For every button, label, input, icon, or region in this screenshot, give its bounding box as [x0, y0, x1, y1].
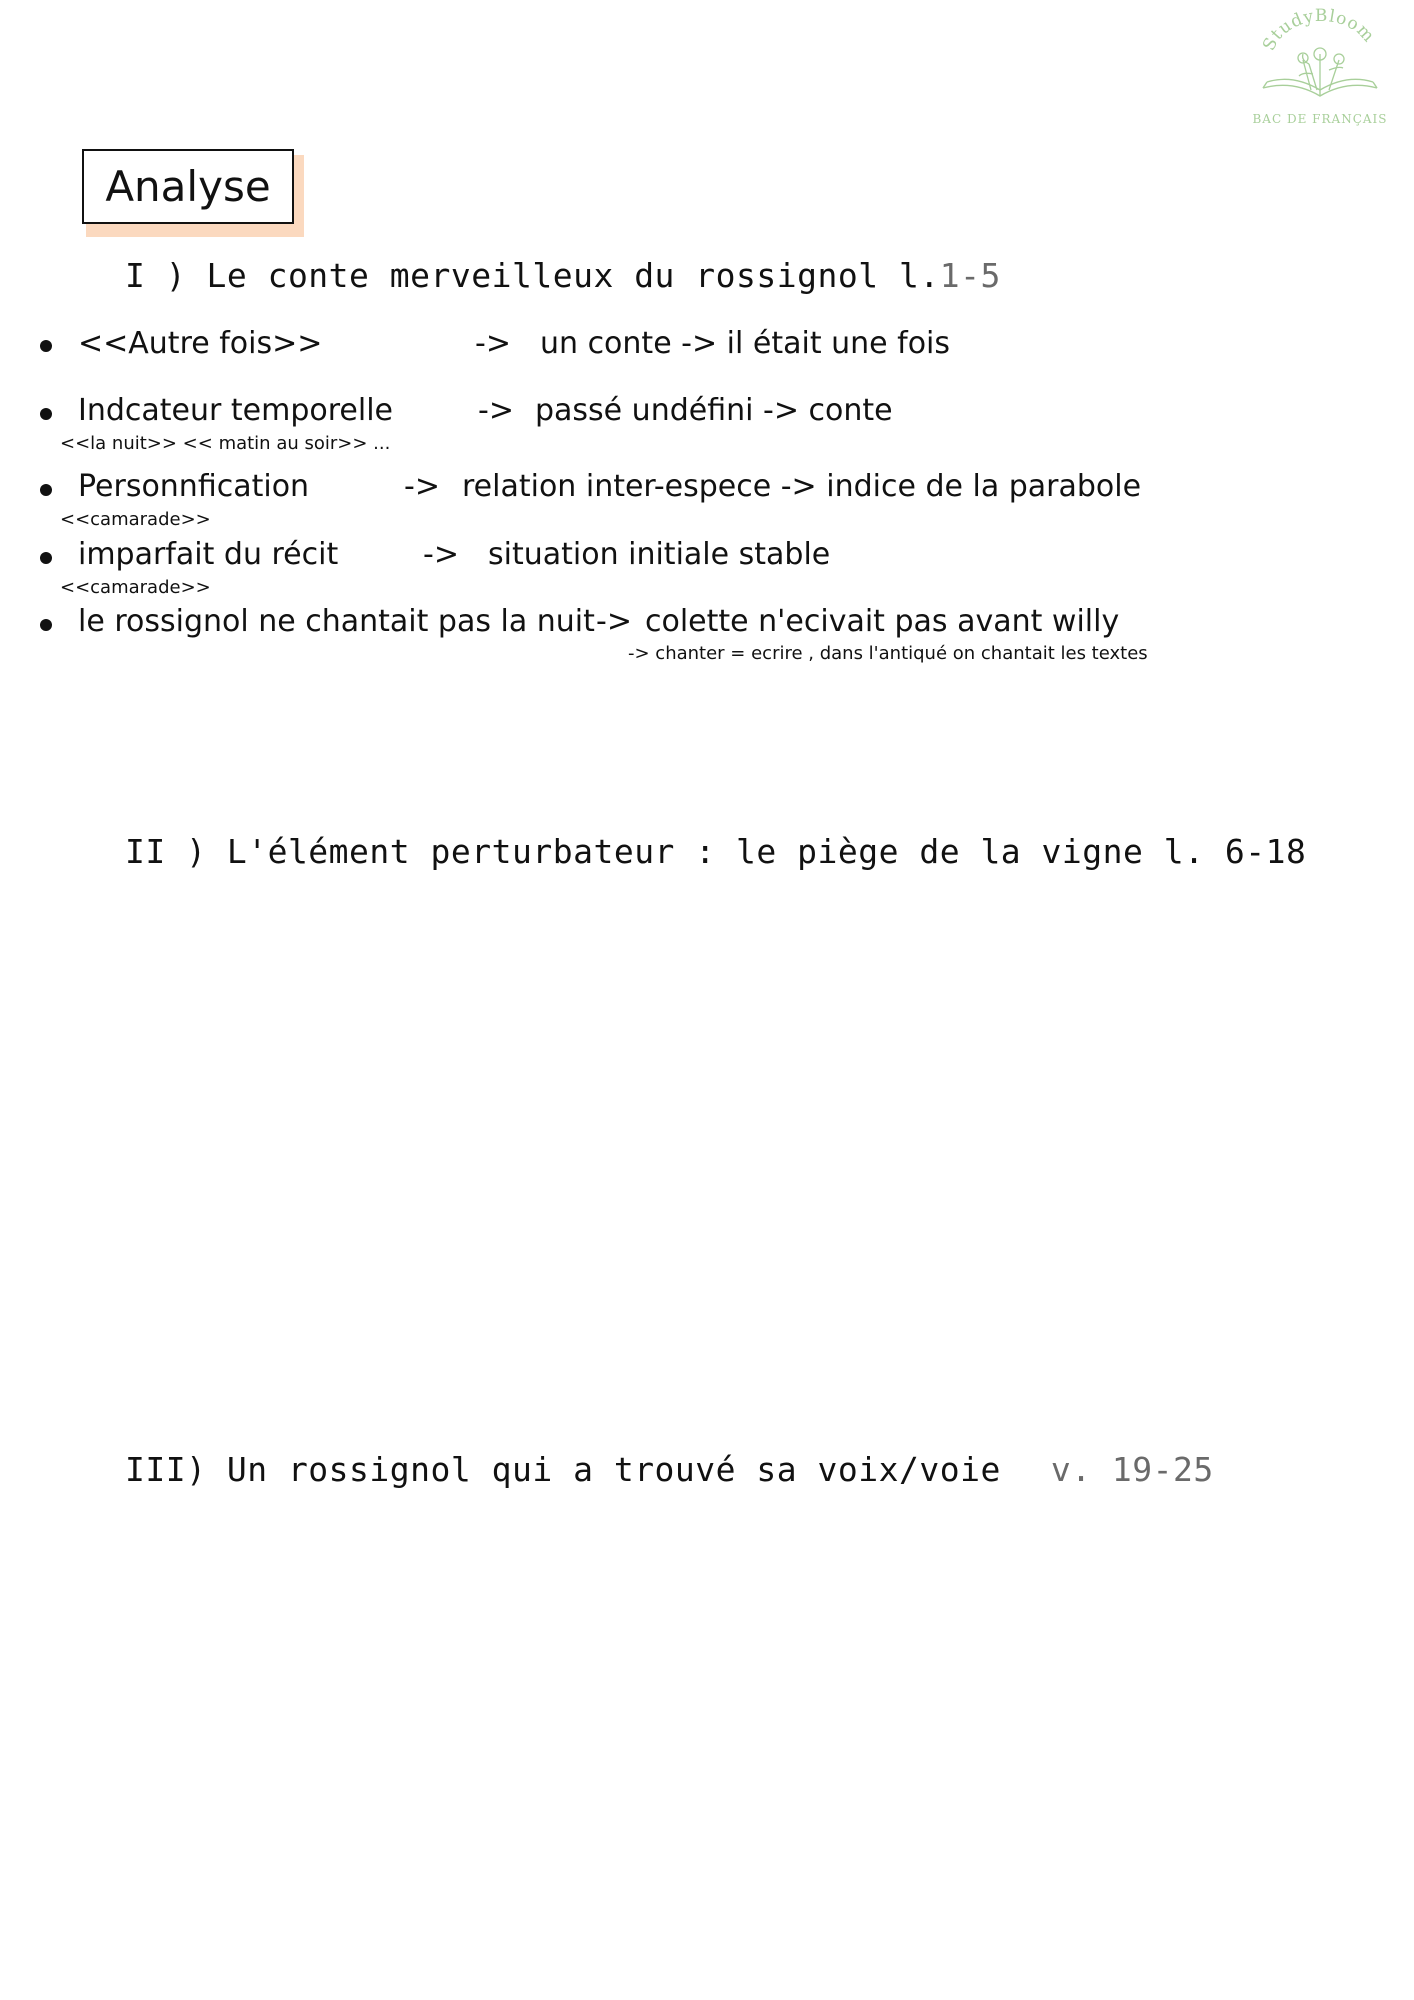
bullet-icon: [40, 484, 52, 496]
open-book-flower-icon: [1245, 4, 1395, 104]
item-5-result: colette n'ecivait pas avant willy: [645, 604, 1120, 639]
section-1-title: I ) Le conte merveilleux du rossignol l.: [125, 256, 940, 295]
section-1-ref: 1-5: [939, 256, 1001, 295]
item-5-label: le rossignol ne chantait pas la nuit: [78, 604, 595, 639]
item-3-label: Personnfication: [78, 469, 310, 504]
item-4-result: situation initiale stable: [488, 537, 831, 572]
bullet-icon: [40, 408, 52, 420]
section-3-heading: [125, 1450, 1214, 1489]
section-3-title: III) Un rossignol qui a trouvé sa voix/voie: [125, 1450, 1001, 1489]
item-2-result: passé undéfini -> conte: [535, 393, 893, 428]
item-2-label: Indcateur temporelle: [78, 393, 393, 428]
item-2-note: <<la nuit>> << matin au soir>> ...: [60, 433, 391, 454]
logo-subtitle: BAC DE FRANÇAIS: [1252, 112, 1388, 126]
bullet-icon: [40, 552, 52, 564]
page-title: Analyse: [82, 149, 294, 224]
logo-brand-text: StudyBloom: [1259, 5, 1379, 55]
section-1-heading: [125, 256, 1001, 295]
item-4-label: imparfait du récit: [78, 537, 339, 572]
item-4-note: <<camarade>>: [60, 577, 211, 598]
section-3-ref: v. 19-25: [1050, 1450, 1214, 1489]
item-5-arrow: ->: [596, 604, 632, 639]
studybloom-logo: [1245, 4, 1395, 134]
bullet-icon: [40, 619, 52, 631]
section-2-heading: [125, 832, 1306, 871]
item-3-arrow: ->: [404, 469, 440, 504]
item-1-arrow: ->: [475, 326, 511, 361]
item-2-arrow: ->: [478, 393, 514, 428]
item-1-result: un conte -> il était une fois: [540, 326, 951, 361]
section-2-title: II ) L'élément perturbateur : le piège de la vigne l. 6-18: [125, 832, 1307, 871]
item-3-note: <<camarade>>: [60, 509, 211, 530]
item-5-sub-note: -> chanter = ecrire , dans l'antiqué on chantait les textes: [628, 643, 1148, 664]
item-4-arrow: ->: [423, 537, 459, 572]
item-3-result: relation inter-espece -> indice de la parabole: [462, 469, 1142, 504]
bullet-icon: [40, 340, 52, 352]
svg-text:StudyBloom: [1259, 6, 1379, 54]
item-1-label: <<Autre fois>>: [78, 326, 323, 361]
